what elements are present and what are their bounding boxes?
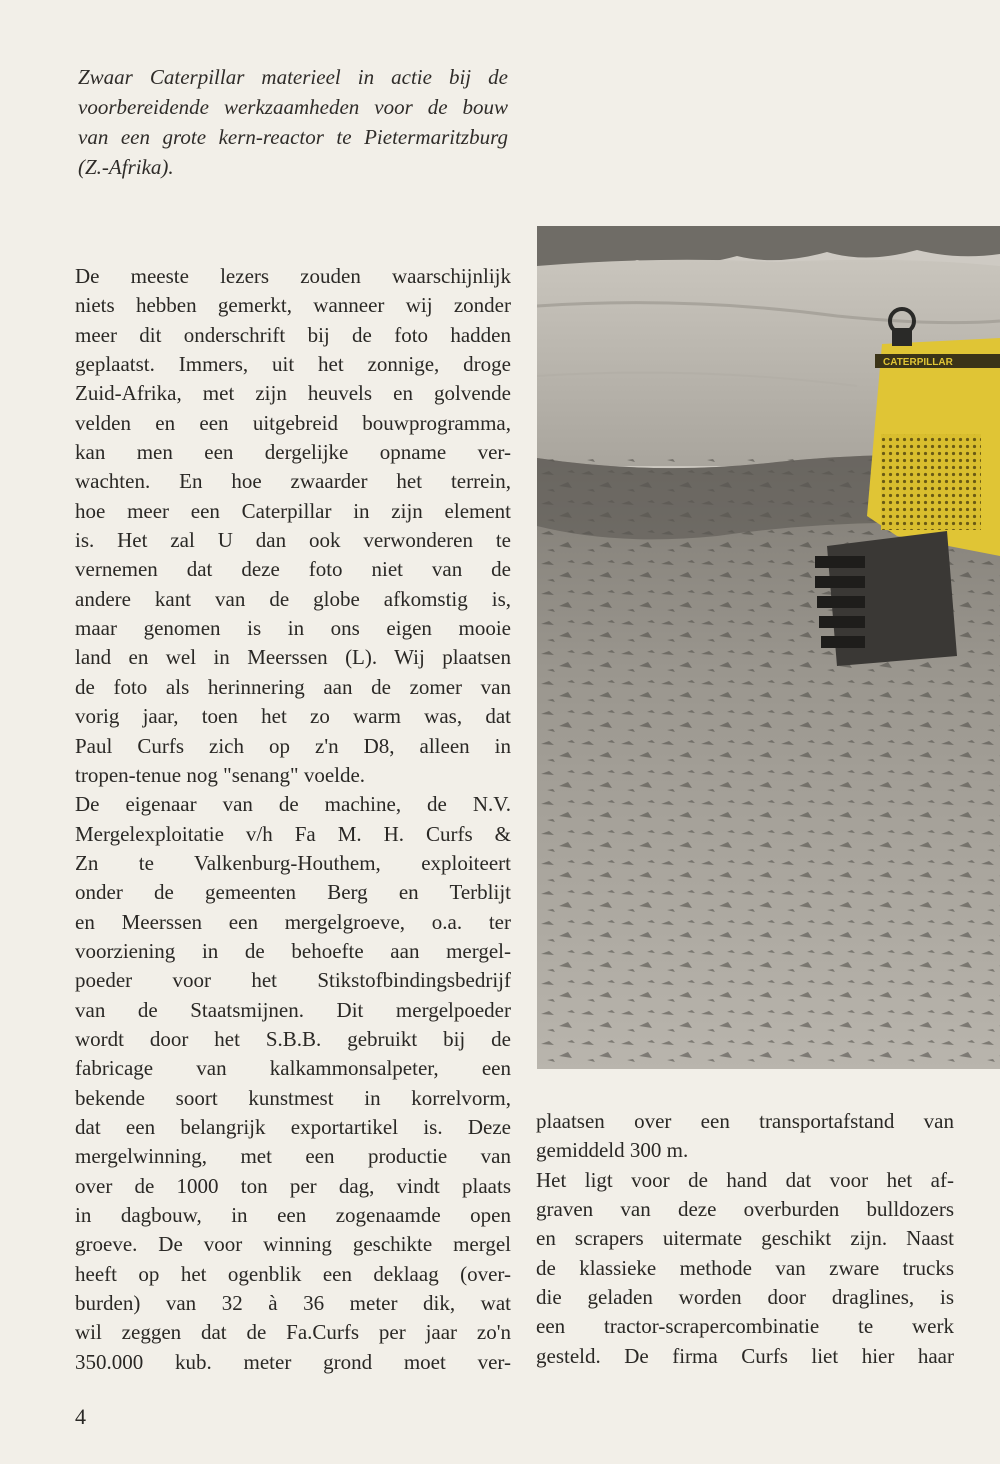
article-line: de klassieke methode van zware trucks bbox=[536, 1255, 954, 1280]
article-line: Zuid-Afrika, met zijn heuvels en golvende bbox=[75, 381, 511, 406]
caption-line: voorbereidende werkzaamheden voor de bouw bbox=[78, 95, 508, 119]
page-number: 4 bbox=[75, 1404, 86, 1429]
article-line: voorziening in de behoefte aan mergel- bbox=[75, 938, 511, 963]
article-line: hoe meer een Caterpillar in zijn element bbox=[75, 498, 511, 523]
article-line: geplaatst. Immers, uit het zonnige, droge bbox=[75, 352, 511, 377]
article-line: bekende soort kunstmest in korrelvorm, bbox=[75, 1085, 511, 1110]
article-line: velden en een uitgebreid bouwprogramma, bbox=[75, 410, 511, 435]
article-line: wil zeggen dat de Fa.Curfs per jaar zo'n bbox=[75, 1320, 511, 1345]
article-line: kan men een dergelijke opname ver- bbox=[75, 440, 511, 465]
article-line: Zn te Valkenburg-Houthem, exploiteert bbox=[75, 850, 511, 875]
photo-caption bbox=[78, 62, 508, 182]
article-line: Mergelexploitatie v/h Fa M. H. Curfs & bbox=[75, 821, 511, 846]
article-line: maar genomen is in ons eigen mooie bbox=[75, 616, 511, 641]
article-line: andere kant van de globe afkomstig is, bbox=[75, 586, 511, 611]
article-line: vernemen dat deze foto niet van de bbox=[75, 557, 511, 582]
article-line: graven van deze overburden bulldozers bbox=[536, 1197, 954, 1222]
article-line: gesteld. De firma Curfs liet hier haar bbox=[536, 1343, 954, 1368]
article-line: en scrapers uitermate geschikt zijn. Naast bbox=[536, 1226, 954, 1251]
caption-line: Zwaar Caterpillar materieel in actie bij de bbox=[78, 65, 508, 89]
article-line: meer dit onderschrift bij de foto hadden bbox=[75, 322, 511, 347]
article-line: plaatsen over een transportafstand van bbox=[536, 1109, 954, 1133]
article-line: tropen-tenue nog "senang" voelde. bbox=[75, 762, 366, 787]
article-line: en Meerssen een mergelgroeve, o.a. ter bbox=[75, 909, 511, 934]
article-line: is. Het zal U dan ook verwonderen te bbox=[75, 528, 511, 553]
article-line: land en wel in Meerssen (L). Wij plaatsen bbox=[75, 645, 511, 670]
bulldozer-photo bbox=[537, 226, 1000, 1069]
article-line: De eigenaar van de machine, de N.V. bbox=[75, 792, 511, 817]
article-right-column bbox=[536, 1107, 954, 1371]
article-line: een tractor-scrapercombinatie te werk bbox=[536, 1314, 954, 1339]
article-line: 350.000 kub. meter grond moet ver- bbox=[75, 1349, 511, 1374]
article-line: onder de gemeenten Berg en Terblijt bbox=[75, 880, 511, 905]
caption-line: (Z.-Afrika). bbox=[78, 155, 174, 179]
article-line: de foto als herinnering aan de zomer van bbox=[75, 674, 511, 699]
article-line: dat een belangrijk exportartikel is. Deze bbox=[75, 1114, 511, 1139]
article-line: Het ligt voor de hand dat voor het af- bbox=[536, 1167, 954, 1192]
article-line: Paul Curfs zich op z'n D8, alleen in bbox=[75, 733, 511, 758]
caterpillar-logo-text: CATERPILLAR bbox=[883, 357, 953, 368]
article-line: niets hebben gemerkt, wanneer wij zonder bbox=[75, 293, 511, 318]
article-line: mergelwinning, met een productie van bbox=[75, 1144, 511, 1169]
article-left-column bbox=[75, 262, 511, 1377]
article-line: die geladen worden door draglines, is bbox=[536, 1285, 954, 1310]
article-line: burden) van 32 à 36 meter dik, wat bbox=[75, 1291, 511, 1316]
article-line: gemiddeld 300 m. bbox=[536, 1138, 689, 1163]
article-line: over de 1000 ton per dag, vindt plaats bbox=[75, 1173, 511, 1198]
article-line: De meeste lezers zouden waarschijnlijk bbox=[75, 264, 511, 288]
caption-line: van een grote kern-reactor te Pietermaritzburg bbox=[78, 125, 508, 149]
article-line: wachten. En hoe zwaarder het terrein, bbox=[75, 469, 511, 494]
article-line: wordt door het S.B.B. gebruikt bij de bbox=[75, 1026, 511, 1051]
article-line: vorig jaar, toen het zo warm was, dat bbox=[75, 704, 511, 729]
article-line: groeve. De voor winning geschikte mergel bbox=[75, 1232, 511, 1257]
article-line: van de Staatsmijnen. Dit mergelpoeder bbox=[75, 997, 511, 1022]
article-line: fabricage van kalkammonsalpeter, een bbox=[75, 1056, 511, 1081]
article-line: in dagbouw, in een zogenaamde open bbox=[75, 1203, 511, 1227]
article-line: poeder voor het Stikstofbindingsbedrijf bbox=[75, 968, 511, 993]
article-line: heeft op het ogenblik een deklaag (over- bbox=[75, 1261, 511, 1286]
